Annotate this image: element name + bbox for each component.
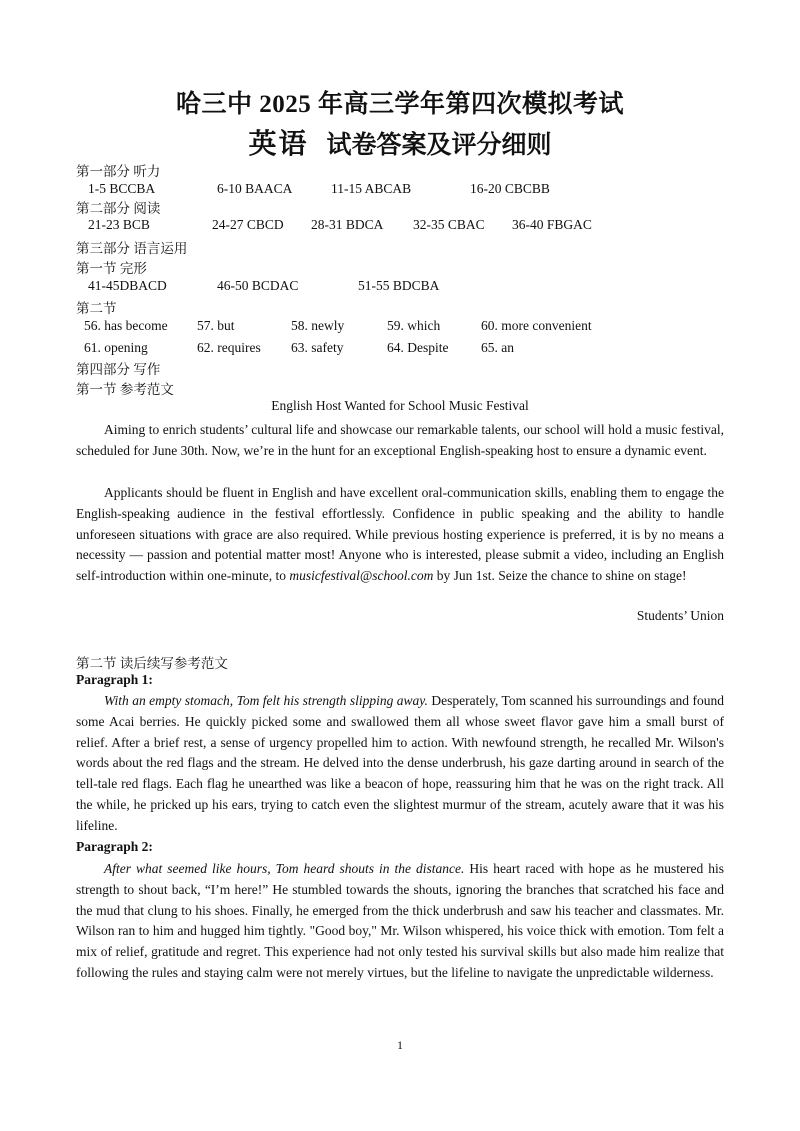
answer-group: 32-35 CBAC — [413, 217, 485, 232]
part4-section1-heading: 第一节 参考范文 — [76, 382, 174, 397]
page-number: 1 — [397, 1038, 403, 1052]
fill-answer: 58. newly — [291, 318, 345, 333]
fill-answer: 63. safety — [291, 340, 344, 355]
answer-group: 36-40 FBGAC — [512, 217, 592, 232]
exam-title: 哈三中 2025 年高三学年第四次模拟考试 — [175, 91, 624, 118]
fill-answer: 56. has become — [84, 318, 168, 333]
part4-heading: 第四部分 写作 — [76, 362, 161, 377]
continuation-paragraph-1 — [76, 691, 724, 837]
part3-section2-heading: 第二节 — [76, 301, 117, 316]
paragraph2-body: His heart raced with hope as he mustered his strength to shout back, “I’m here!” He stumbled towards the shouts, ignoring the branches that scratched his face and the mud that clung to his shoes. Finally, he emerged from the thick underbrush and saw his teacher and classmates. Mr. Wilson ran to him and hugged him tightly. "Good boy," Mr. Wilson whispered, his voice thick with emotion. Tom felt a mix of relief, gratitude and regret. This experience had not only tested his survival skills but also made him realize that following the rules and staying calm were not merely virtues, but the lifeline to navigate the unpredictable wilderness. — [76, 861, 724, 980]
answer-group: 16-20 CBCBB — [470, 181, 550, 196]
part3-section1-heading: 第一节 完形 — [76, 261, 147, 276]
essay-paragraph — [76, 483, 724, 587]
fill-answer: 64. Despite — [387, 340, 449, 355]
essay-signature: Students’ Union — [636, 608, 724, 623]
essay-paragraph-end: by Jun 1st. Seize the chance to shine on stage! — [433, 568, 687, 584]
fill-answer: 62. requires — [197, 340, 261, 355]
fill-answer: 61. opening — [84, 340, 148, 355]
essay-paragraph-text: Applicants should be fluent in English and have excellent oral-communication skills, enabling them to engage the English-speaking audience in the festival effortlessly. Confidence in public speaking and the ability to handle unforeseen situations with grace are also required. While previous hosting experience is preferred, it is by no means a necessity — passion and potential matter most! Anyone who is interested, please submit a video, including an English self-introduction within one-minute, to — [76, 485, 724, 584]
answer-group: 46-50 BCDAC — [217, 278, 299, 293]
fill-answer: 65. an — [481, 340, 514, 355]
part1-heading: 第一部分 听力 — [76, 164, 161, 179]
answer-group: 21-23 BCB — [88, 217, 150, 232]
essay-email: musicfestival@school.com — [289, 568, 434, 584]
answer-group: 1-5 BCCBA — [88, 181, 156, 196]
subject-label: 英语 — [248, 129, 309, 160]
answer-group: 28-31 BDCA — [311, 217, 384, 232]
answer-group: 24-27 CBCD — [212, 217, 284, 232]
answer-group: 51-55 BDCBA — [358, 278, 440, 293]
document-subtitle — [0, 122, 800, 162]
answer-group: 6-10 BAACA — [217, 181, 293, 196]
essay-paragraph: Aiming to enrich students’ cultural life and showcase our remarkable talents, our school will hold a music festival, scheduled for June 30th. Now, we’re in the hunt for an exceptional English-speaking host to ensure a dynamic event. — [76, 422, 724, 458]
continuation-paragraph-2 — [76, 859, 724, 984]
fill-answer: 60. more convenient — [481, 318, 592, 333]
subtitle-text: 试卷答案及评分细则 — [326, 132, 552, 159]
essay-title: English Host Wanted for School Music Festival — [271, 398, 529, 413]
paragraph1-lead-sentence: With an empty stomach, Tom felt his strength slipping away. — [104, 693, 428, 708]
paragraph2-label: Paragraph 2: — [76, 839, 153, 854]
answer-group: 41-45DBACD — [88, 278, 167, 293]
fill-answer: 57. but — [197, 318, 235, 333]
part4-section2-heading: 第二节 读后续写参考范文 — [76, 656, 228, 671]
paragraph2-lead-sentence: After what seemed like hours, Tom heard shouts in the distance. — [104, 861, 465, 876]
part3-heading: 第三部分 语言运用 — [76, 241, 188, 256]
paragraph1-label: Paragraph 1: — [76, 672, 153, 687]
part2-heading: 第二部分 阅读 — [76, 201, 161, 216]
fill-answer: 59. which — [387, 318, 441, 333]
paragraph1-body: Desperately, Tom scanned his surroundings and found some Acai berries. He quickly picked some and swallowed them all whose sweet flavor gave him a small burst of relief. After a brief rest, a sense of urgency propelled him to action. With newfound strength, he recalled Mr. Wilson's words about the red flags and the stream. He delved into the dense underbrush, his gaze darting around in search of the tell-tale red flags. Each flag he unearthed was like a beacon of hope, reassuring him that he was on the right track. All the while, he pricked up his ears, trying to catch even the slightest murmur of the stream, acutely aware that it was his lifeline. — [76, 693, 724, 833]
answer-group: 11-15 ABCAB — [331, 181, 412, 196]
